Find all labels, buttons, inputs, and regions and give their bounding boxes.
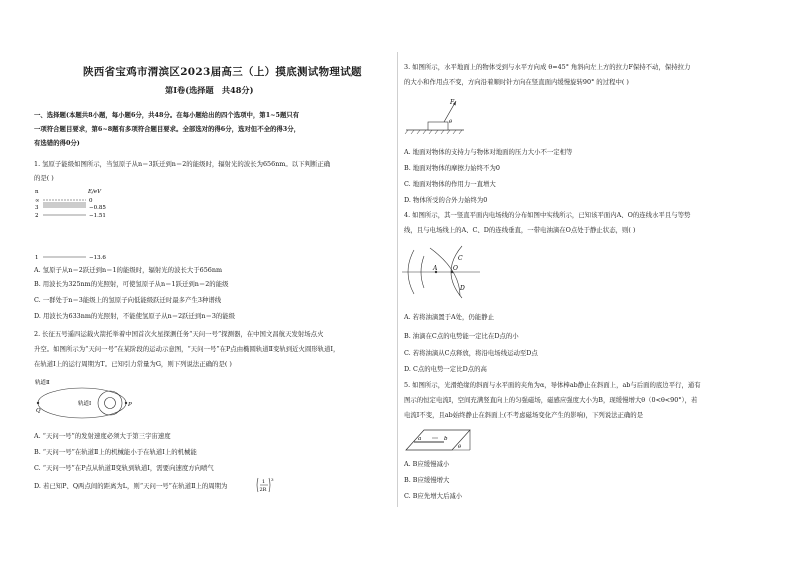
point-p-label: P [128,402,132,408]
ground-hatch [405,130,462,134]
q4-option-d: D. C点的电势一定比D点的高 [404,365,487,373]
q4-option-a: A. 若将油滴置于A处，仍能静止 [404,313,494,321]
page-title: 陕西省宝鸡市渭滨区2023届高三（上）摸底测试物理试题 [83,66,362,78]
q2-orbit-diagram [34,376,134,422]
diagram-label: −13.6 [89,255,106,261]
diagram-label: 1 [35,255,39,261]
q5-option-a: A. B应缓慢减小 [404,460,450,468]
period-formula-icon [255,476,277,496]
angle-label: θ [449,119,453,125]
diagram-label: 0 [89,198,93,204]
block [428,122,448,130]
q5-stem: 5. 如图所示，光滑绝缘的斜面与水平面的夹角为α，导体棒ab静止在斜面上，ab与后面的底边平行，通有 [404,381,701,389]
section-intro-line: 一项符合题目要求，第6~8题有多项符合题目要求。全部选对的得6分，选对但不全的得3分， [34,125,300,133]
diagram-label: 3 [35,205,39,211]
point-d-label: D [460,285,465,292]
q5-stem: 图示的恒定电流I，空间充满竖直向上的匀强磁场，磁感应强度大小为B，现缓慢增大θ（0<θ<90°），若 [404,396,698,404]
q3-option-d: D. 物体所受的合外力始终为0 [404,196,488,204]
q2-option-d: D. 若已知P、Q两点间的距离为L，则“天问一号”在轨道Ⅱ上的周期为 [34,482,228,490]
q3-option-c: C. 地面对物体的作用力一直增大 [404,180,496,188]
q3-stem: 的大小和作用点不变，方向沿着顺时针方向在竖直面内缓慢旋转90° 的过程中( ) [404,78,629,86]
section-intro-line: 一、选择题(本题共8小题，每小题6分，共48分。在每小题给出的四个选项中，第1~5题只有 [34,111,300,119]
diagram-label-unit: E/eV [88,189,102,195]
rod-end-a-label: a [418,436,422,442]
mars-planet [105,398,116,409]
q1-stem: 的是( ) [34,174,54,182]
q4-field-line-diagram [400,240,484,302]
rod-end-b-label: b [444,436,448,442]
point-p-marker [125,402,127,404]
q1-stem: 1. 氢原子能级如图所示，当氢原子从n＝3跃迁到n＝2的能级时，辐射光的波长为656nm。以下判断正确 [34,160,331,168]
q3-option-b: B. 地面对物体的摩擦力始终不为0 [404,164,500,172]
svg-text:1: 1 [262,479,266,485]
q2-stem: 在轨道Ⅰ上的运行周期为T。已知引力常量为G，则下列说法正确的是( ) [34,360,232,368]
q1-option-c: C. 一群处于n＝3能级上的氢原子向低能级跃迁时最多产生3种谱线 [34,296,222,304]
diagram-label: 2 [35,213,39,219]
q1-option-d: D. 用波长为633nm的光照射，不能使氢原子从n＝2跃迁到n＝3的能级 [34,312,236,320]
q2-option-a: A. “天问一号”的发射速度必须大于第三宇宙速度 [34,432,171,440]
q3-option-a: A. 地面对物体的支持力与物体对地面的压力大小不一定相等 [404,148,573,156]
q4-option-b: B. 油滴在C点的电势能一定比在D点的小 [404,332,519,340]
diagram-label: −1.51 [89,213,106,219]
section-intro-line: 有选错的得0分) [34,139,80,147]
q2-stem: 升空。如图所示为“天问一号”在某阶段的运动示意图，“天问一号”在P点由椭圆轨道Ⅱ变轨到近火圆形轨道Ⅰ， [34,345,340,353]
q4-stem: 4. 如图所示，其一竖直平面内电场线的分布如图中实线所示，已知该平面内A、O的连线水平且与等势 [404,211,691,219]
q5-option-c: C. B应先增大后减小 [404,492,463,500]
point-a-label: A [433,265,438,272]
svg-text:2R: 2R [259,487,267,493]
q5-option-b: B. B应缓慢增大 [404,476,450,484]
q2-option-b: B. “天问一号”在轨道Ⅱ上的机械能小于在轨道Ⅰ上的机械能 [34,448,197,456]
point-o-label: O [453,265,458,272]
q3-stem: 3. 如图所示，水平地面上的物体受到与水平方向成 θ=45° 角斜向左上方的拉力F保持不动，保持拉力 [404,63,691,71]
angle-label: θ [458,444,462,450]
orbit2-label: 轨道Ⅱ [35,380,50,386]
q5-stem: 电流I不变，且ab始终静止在斜面上(不考虑磁场变化产生的影响)，下列说法正确的是 [404,411,644,419]
q3-force-diagram [404,92,494,140]
q4-option-c: C. 若将油滴从C点释放，将沿电场线运动至D点 [404,349,538,357]
q1-option-b: B. 用波长为325nm的光照射，可使氢原子从n＝1跃迁到n＝2的能级 [34,280,229,288]
diagram-label: −0.85 [89,205,106,211]
point-c-label: C [458,255,463,262]
diagram-label-n: n [35,189,39,195]
force-label: F [450,99,455,106]
q2-stem: 2. 长征五号遥四运载火箭托举着中国首次火星探测任务“天问一号”探测器，在中国文昌航天发射场点火 [34,330,324,338]
point-q-marker [37,402,39,404]
q4-stem: 线，且与电场线上的A、C、D的连线垂直，一带电油滴在O点处于静止状态，则( ) [404,226,636,234]
q5-incline-diagram [404,424,476,454]
part-heading: 第Ⅰ卷(选择题 共48分) [165,85,254,95]
diagram-label: ∞ [35,198,40,204]
point-q-label: Q [36,408,41,414]
q1-energy-level-diagram [34,186,144,266]
orbit1-label: 轨道Ⅰ [78,401,92,407]
q1-option-a: A. 氢原子从n＝2跃迁到n＝1的能级时，辐射光的波长大于656nm [34,266,223,274]
column-divider [397,52,398,507]
q2-option-c: C. “天问一号”在P点从轨道Ⅱ变轨到轨道Ⅰ，需要向速度方向喷气 [34,464,214,472]
svg-text:3: 3 [271,477,274,482]
